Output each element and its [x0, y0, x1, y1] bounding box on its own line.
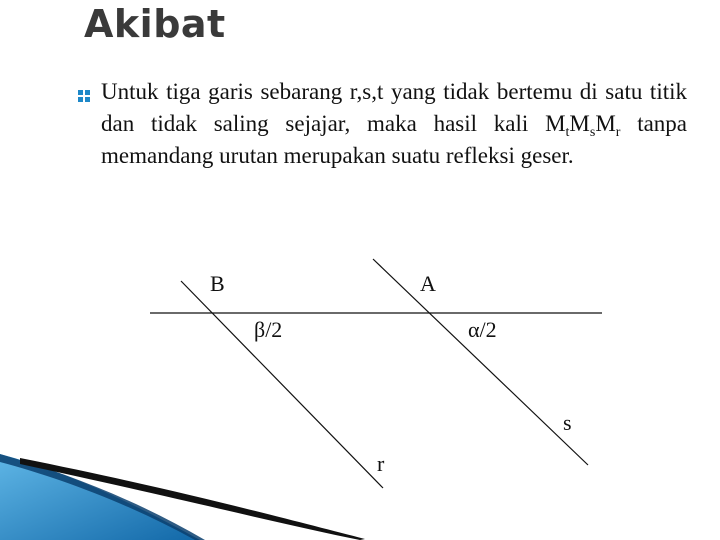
- slide-title: Akibat: [84, 2, 226, 46]
- label-A: A: [420, 271, 436, 296]
- label-beta-half: β/2: [254, 317, 283, 342]
- product-letter-2: M: [569, 111, 590, 136]
- line-s: [373, 259, 588, 465]
- bullet-text-end: tanpa memandang urutan merupakan suatu refleksi geser.: [101, 111, 688, 168]
- product-sub-2: s: [589, 125, 596, 140]
- product-sub-1: t: [565, 125, 570, 140]
- label-alpha-half: α/2: [468, 317, 497, 342]
- product-sub-3: r: [615, 125, 621, 140]
- product-letter-3: M: [595, 111, 616, 136]
- label-B: B: [210, 271, 225, 296]
- decorative-corner-swoosh: [0, 440, 720, 540]
- label-s: s: [563, 410, 572, 435]
- label-r: r: [377, 451, 385, 476]
- bullet-text-start: Untuk tiga garis sebarang r,s,t yang tidak bertemu di satu titik dan tidak saling sejajar, maka hasil kali: [101, 79, 687, 136]
- product-letter-1: M: [545, 111, 566, 136]
